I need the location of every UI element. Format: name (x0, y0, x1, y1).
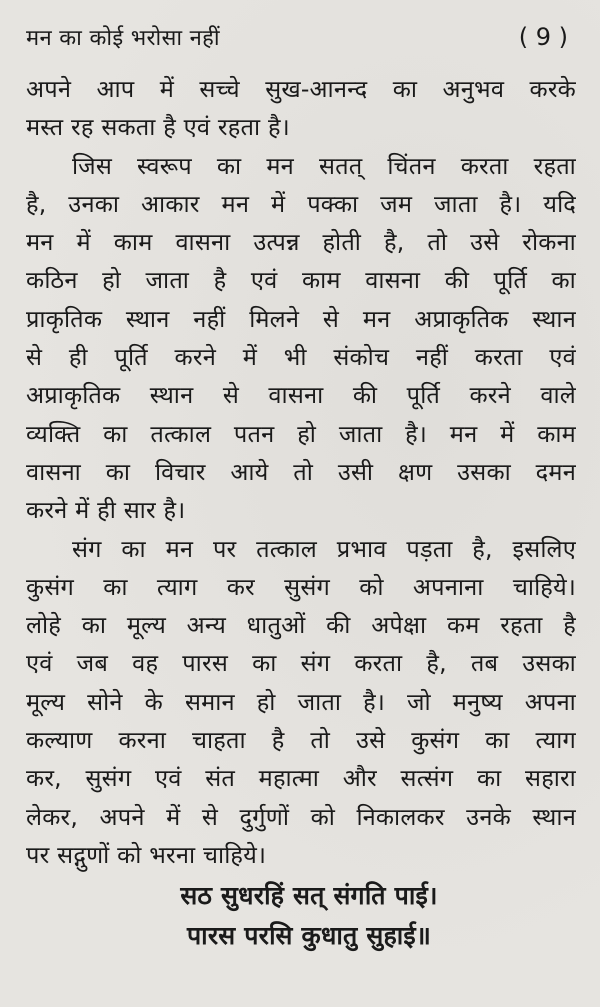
text-line: एवं जब वह पारस का संग करता है, तब उसका (26, 649, 576, 678)
page-header (26, 22, 576, 70)
paragraph-3 (26, 530, 576, 875)
text-line: व्यक्ति का तत्काल पतन हो जाता है। मन में काम (26, 419, 576, 448)
text-line: संग का मन पर तत्काल प्रभाव पड़ता है, इसलिए (72, 534, 576, 563)
page-number: ( 9 ) (518, 23, 568, 51)
text-line: करने में ही सार है। (26, 496, 186, 525)
text-line: वासना का विचार आये तो उसी क्षण उसका दमन (26, 457, 576, 486)
text-line: कठिन हो जाता है एवं काम वासना की पूर्ति का (26, 266, 576, 295)
text-line: कुसंग का त्याग कर सुसंग को अपनाना चाहिये। (26, 572, 576, 601)
text-line: पर सद्गुणों को भरना चाहिये। (26, 840, 267, 869)
text-line: कल्याण करना चाहता है तो उसे कुसंग का त्याग (26, 726, 576, 755)
running-title: मन का कोई भरोसा नहीं (26, 26, 220, 51)
text-line: जिस स्वरूप का मन सतत् चिंतन करता रहता (72, 151, 576, 180)
text-line: प्राकृतिक स्थान नहीं मिलने से मन अप्राकृतिक स्थान (26, 304, 576, 333)
text-line: मस्त रह सकता है एवं रहता है। (26, 113, 290, 142)
text-line: लोहे का मूल्य अन्य धातुओं की अपेक्षा कम रहता है (26, 611, 576, 640)
paragraph-1 (26, 70, 576, 147)
text-line: है, उनका आकार मन में पक्का जम जाता है। यदि (26, 189, 576, 218)
verse-line: सठ सुधरहिं सत् संगति पाई। (180, 881, 438, 911)
text-line: अप्राकृतिक स्थान से वासना की पूर्ति करने वाले (26, 381, 576, 410)
text-line: से ही पूर्ति करने में भी संकोच नहीं करता एवं (26, 343, 576, 372)
verse-couplet (26, 876, 576, 956)
text-line: कर, सुसंग एवं संत महात्मा और सत्संग का सहारा (26, 764, 576, 793)
text-line: मूल्य सोने के समान हो जाता है। जो मनुष्य अपना (26, 687, 576, 716)
paragraph-2 (26, 147, 576, 530)
verse-line: पारस परसि कुधातु सुहाई॥ (186, 921, 432, 951)
text-line: अपने आप में सच्चे सुख-आनन्द का अनुभव करके (26, 75, 576, 103)
text-line: लेकर, अपने में से दुर्गुणों को निकालकर उनके स्थान (26, 802, 576, 831)
body-text (26, 70, 576, 956)
text-line: मन में काम वासना उत्पन्न होती है, तो उसे रोकना (26, 228, 576, 257)
